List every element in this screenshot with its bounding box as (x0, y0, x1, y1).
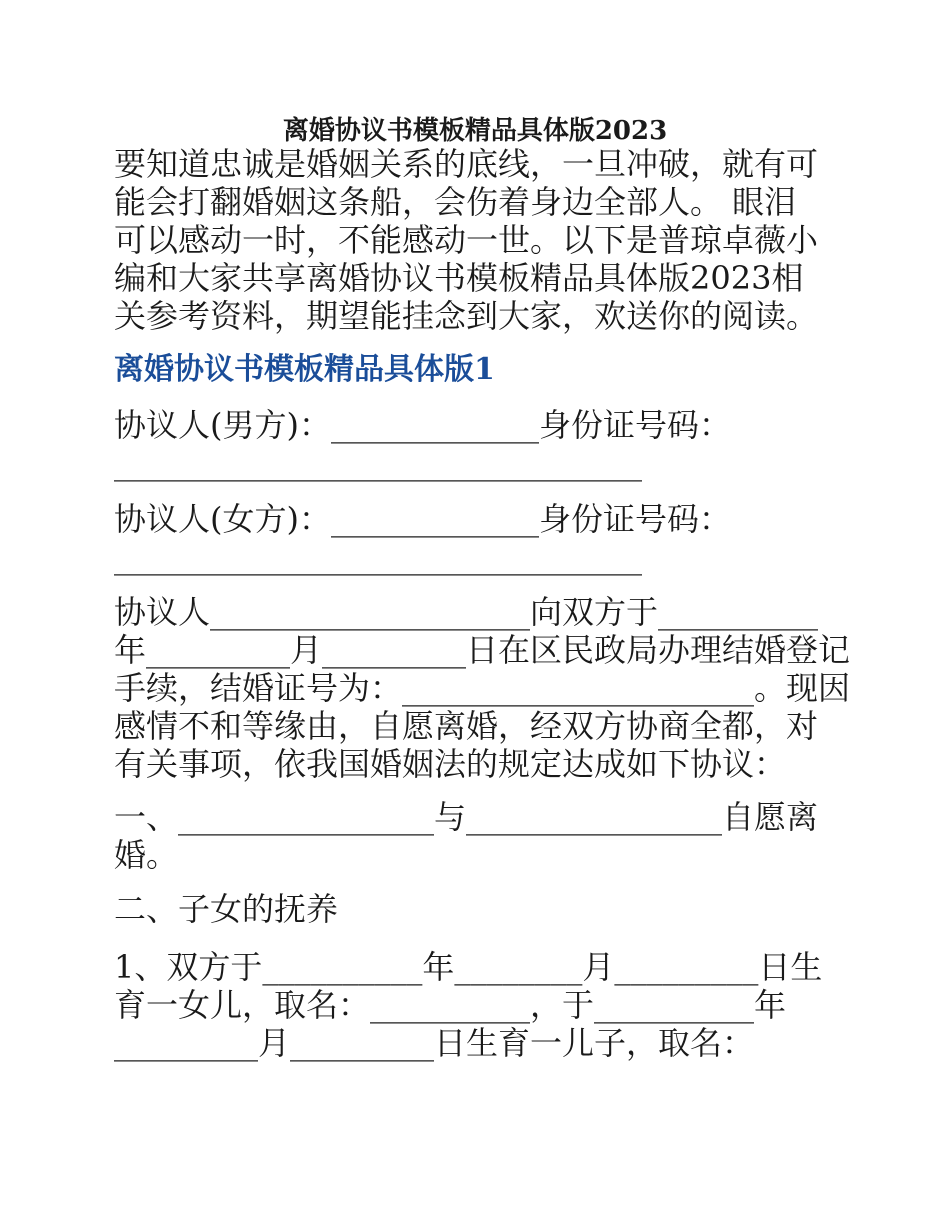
marriage-line: 有关事项，依我国婚姻法的规定达成如下协议： (114, 745, 787, 783)
party-female-line: 协议人(女方)：_____________身份证号码： (114, 500, 731, 538)
intro-line: 要知道忠诚是婚姻关系的底线，一旦冲破，就有可 (114, 145, 819, 183)
clause-two-item-line: 育一女儿，取名：__________，于__________年 (114, 986, 787, 1024)
intro-line: 关参考资料，期望能挂念到大家，欢送你的阅读。 (114, 297, 819, 335)
party-male-field (114, 406, 834, 482)
clause-one-line: 一、________________与________________自愿离 (114, 798, 819, 836)
clause-two-item-1 (114, 948, 834, 1062)
marriage-line: 年_________月_________日在区民政局办理结婚登记 (114, 631, 851, 669)
clause-one-line: 婚。 (114, 836, 179, 874)
clause-one (114, 798, 834, 874)
intro-line: 编和大家共享离婚协议书模板精品具体版2023相 (114, 259, 804, 297)
marriage-line: 手续，结婚证号为：______________________。现因 (114, 669, 851, 707)
party-female-field (114, 500, 834, 576)
intro-line: 能会打翻婚姻这条船，会伤着身边全部人。 眼泪 (114, 183, 797, 221)
document-title: 离婚协议书模板精品具体版2023 (282, 116, 668, 146)
id-number-blank: _________________________________ (114, 444, 642, 482)
clause-two-item-line: _________月_________日生育一儿子，取名： (114, 1024, 755, 1062)
intro-paragraph (114, 145, 834, 335)
marriage-paragraph (114, 593, 851, 783)
clause-two-text: 二、子女的抚养 (114, 890, 339, 928)
clause-two-heading (114, 890, 834, 928)
party-male-line: 协议人(男方)：_____________身份证号码： (114, 406, 731, 444)
section-heading: 离婚协议书模板精品具体版1 (114, 352, 495, 387)
marriage-line: 感情不和等缘由，自愿离婚，经双方协商全都，对 (114, 707, 819, 745)
id-number-blank: _________________________________ (114, 538, 642, 576)
marriage-line: 协议人____________________向双方于__________ (114, 593, 819, 631)
intro-line: 可以感动一时，不能感动一世。以下是普琼卓薇小 (114, 221, 819, 259)
clause-two-item-line: 1、双方于__________年________月_________日生 (114, 948, 823, 986)
